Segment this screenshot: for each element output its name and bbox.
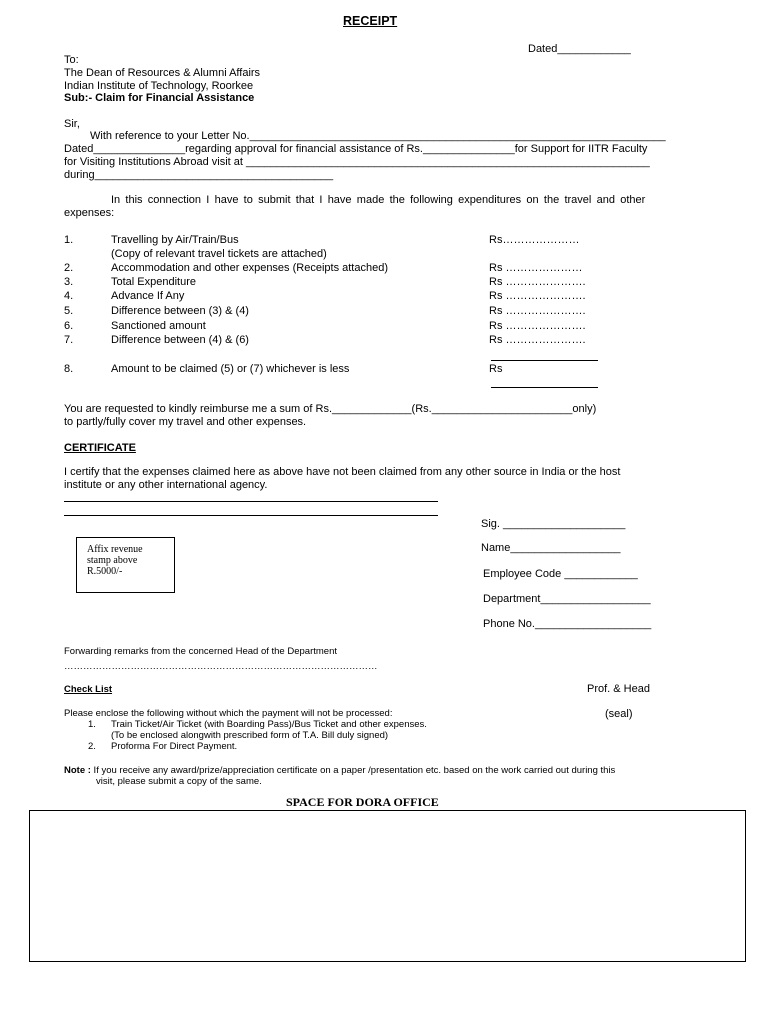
amount-field[interactable]: Rs …………………. xyxy=(489,334,586,346)
certificate-line-1: I certify that the expenses claimed here as above have not been claimed from any other source in India or the host xyxy=(64,466,621,478)
amount-field[interactable]: Rs …………………. xyxy=(489,320,586,332)
checklist-item-2-num: 2. xyxy=(88,741,96,752)
forwarding-label: Forwarding remarks from the concerned Head of the Department xyxy=(64,646,337,657)
certificate-heading: CERTIFICATE xyxy=(64,442,136,454)
amount-field[interactable]: Rs …………………. xyxy=(489,276,586,288)
certificate-blank-line-2[interactable] xyxy=(64,515,438,516)
letter-line-1[interactable]: With reference to your Letter No.____________________________________________________________________ xyxy=(90,130,666,142)
address-line-2: Indian Institute of Technology, Roorkee xyxy=(64,80,254,92)
prof-head-label: Prof. & Head xyxy=(587,683,650,695)
amount-field[interactable]: Rs………………… xyxy=(489,234,580,246)
reimburse-line-2: to partly/fully cover my travel and other expenses. xyxy=(64,416,307,428)
receipt-title: RECEIPT xyxy=(343,14,398,28)
note-line-1: Note : If you receive any award/prize/appreciation certificate on a paper /presentation etc. based on the work carried out during this xyxy=(64,765,616,776)
forwarding-remarks-field[interactable]: ……………………………………………………………………………………… xyxy=(64,661,378,672)
address-to: To: xyxy=(64,54,79,66)
note-line-2: visit, please submit a copy of the same. xyxy=(96,776,262,787)
letter-line-4[interactable]: during_______________________________________ xyxy=(64,169,334,181)
certificate-blank-line-1[interactable] xyxy=(64,501,438,502)
note-label: Note : xyxy=(64,765,91,776)
address-line-1: The Dean of Resources & Alumni Affairs xyxy=(64,67,261,79)
subject-line: Sub:- Claim for Financial Assistance xyxy=(64,92,255,104)
phone-field[interactable]: Phone No.___________________ xyxy=(483,618,652,630)
dated-field[interactable]: Dated____________ xyxy=(528,43,631,55)
stamp-line-2: stamp above xyxy=(87,555,138,566)
expenditure-paragraph-line-2: expenses: xyxy=(64,207,115,219)
dora-office-box xyxy=(29,810,746,962)
department-field[interactable]: Department__________________ xyxy=(483,593,651,605)
letter-line-2[interactable]: Dated_______________regarding approval for financial assistance of Rs._______________for Support for IITR Faculty xyxy=(64,143,648,155)
expenditure-paragraph-line-1: In this connection I have to submit that I have made the following expenditures on the travel and other xyxy=(111,194,646,206)
checklist-item-1: Train Ticket/Air Ticket (with Boarding Pass)/Bus Ticket and other expenses. xyxy=(111,719,427,730)
amount-field[interactable]: Rs …………………. xyxy=(489,290,586,302)
stamp-line-3: R.5000/- xyxy=(87,566,123,577)
name-field[interactable]: Name__________________ xyxy=(481,542,621,554)
revenue-stamp-box xyxy=(76,537,175,593)
letter-line-3[interactable]: for Visiting Institutions Abroad visit at __________________________________________________________________ xyxy=(64,156,650,168)
checklist-item-1-num: 1. xyxy=(88,719,96,730)
certificate-line-2: institute or any other international agency. xyxy=(64,479,268,491)
amount-field[interactable]: Rs ………………… xyxy=(489,262,583,274)
signature-field[interactable]: Sig. ____________________ xyxy=(481,518,626,530)
claim-amount-field[interactable]: Rs xyxy=(489,363,503,375)
checklist-item-2: Proforma For Direct Payment. xyxy=(111,741,238,752)
checklist-intro: Please enclose the following without which the payment will not be processed: xyxy=(64,708,393,719)
salutation: Sir, xyxy=(64,118,80,130)
reimburse-line-1[interactable]: You are requested to kindly reimburse me a sum of Rs._____________(Rs._______________________only) xyxy=(64,403,597,415)
total-divider-top xyxy=(491,360,598,361)
employee-code-field[interactable]: Employee Code ____________ xyxy=(483,568,638,580)
seal-label: (seal) xyxy=(605,708,633,720)
amount-field[interactable]: Rs …………………. xyxy=(489,305,586,317)
stamp-line-1: Affix revenue xyxy=(87,544,143,555)
checklist-item-1-sub: (To be enclosed alongwith prescribed form of T.A. Bill duly signed) xyxy=(111,730,389,741)
total-divider-bottom xyxy=(491,387,598,388)
checklist-heading: Check List xyxy=(64,684,113,695)
dora-heading: SPACE FOR DORA OFFICE xyxy=(286,795,439,809)
